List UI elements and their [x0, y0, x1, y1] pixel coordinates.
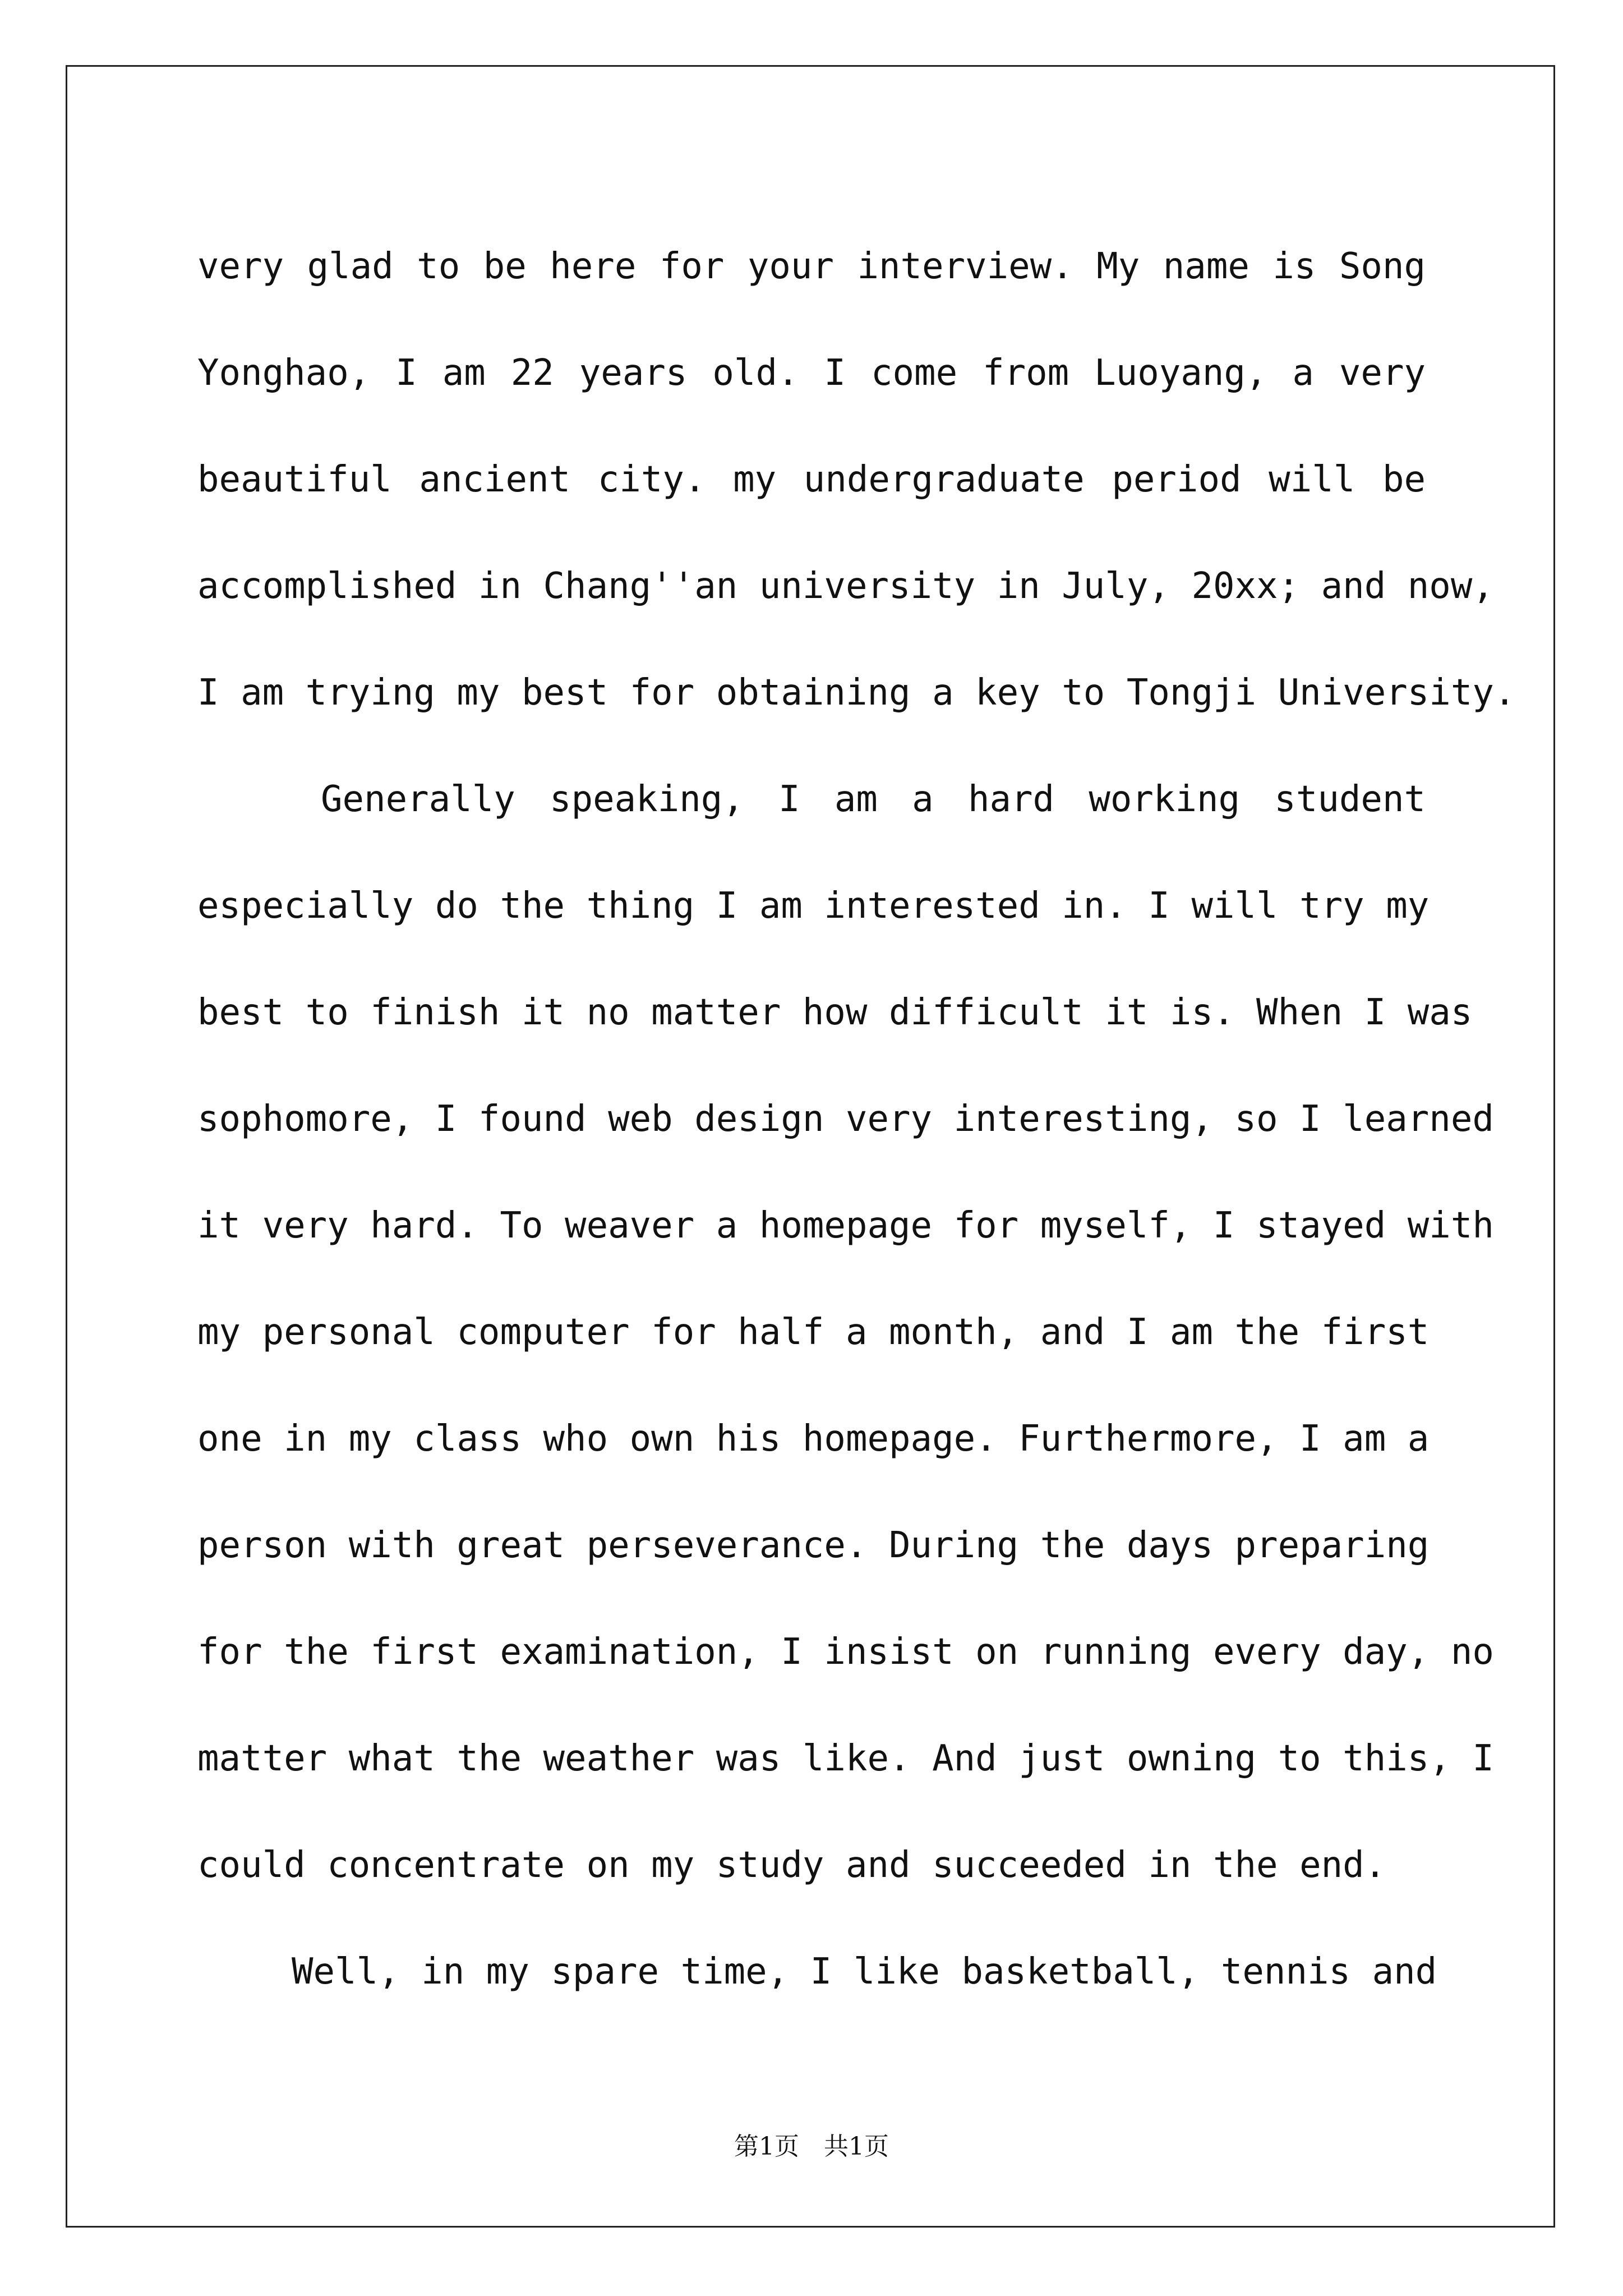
text-line: my personal computer for half a month, and I am the first: [197, 1312, 1430, 1353]
page-footer: 第1页 共1页: [734, 2132, 889, 2161]
text-line: matter what the weather was like. And just owning to this, I: [197, 1738, 1494, 1779]
text-line: very glad to be here for your interview. My name is Song: [197, 246, 1426, 287]
text-line: sophomore, I found web design very interesting, so I learned: [197, 1098, 1494, 1140]
text-line: could concentrate on my study and succeeded in the end.: [197, 1844, 1386, 1886]
text-line: Generally speaking, I am a hard working student: [321, 779, 1426, 820]
text-line: it very hard. To weaver a homepage for myself, I stayed with: [197, 1205, 1494, 1246]
text-line: accomplished in Chang''an university in July, 20xx; and now,: [197, 565, 1494, 607]
text-line: I am trying my best for obtaining a key to Tongji University.: [197, 672, 1516, 714]
text-line: one in my class who own his homepage. Furthermore, I am a: [197, 1418, 1430, 1460]
text-line: for the first examination, I insist on running every day, no: [197, 1631, 1494, 1673]
text-line: especially do the thing I am interested in. I will try my: [197, 885, 1430, 927]
text-line: Yonghao, I am 22 years old. I come from Luoyang, a very: [197, 352, 1426, 394]
text-line: Well, in my spare time, I like basketball, tennis and: [292, 1951, 1437, 1993]
text-line: beautiful ancient city. my undergraduate period will be: [197, 459, 1426, 500]
text-line: person with great perseverance. During the days preparing: [197, 1525, 1430, 1566]
text-line: best to finish it no matter how difficult it is. When I was: [197, 992, 1473, 1033]
document-body: [197, 213, 1516, 2025]
